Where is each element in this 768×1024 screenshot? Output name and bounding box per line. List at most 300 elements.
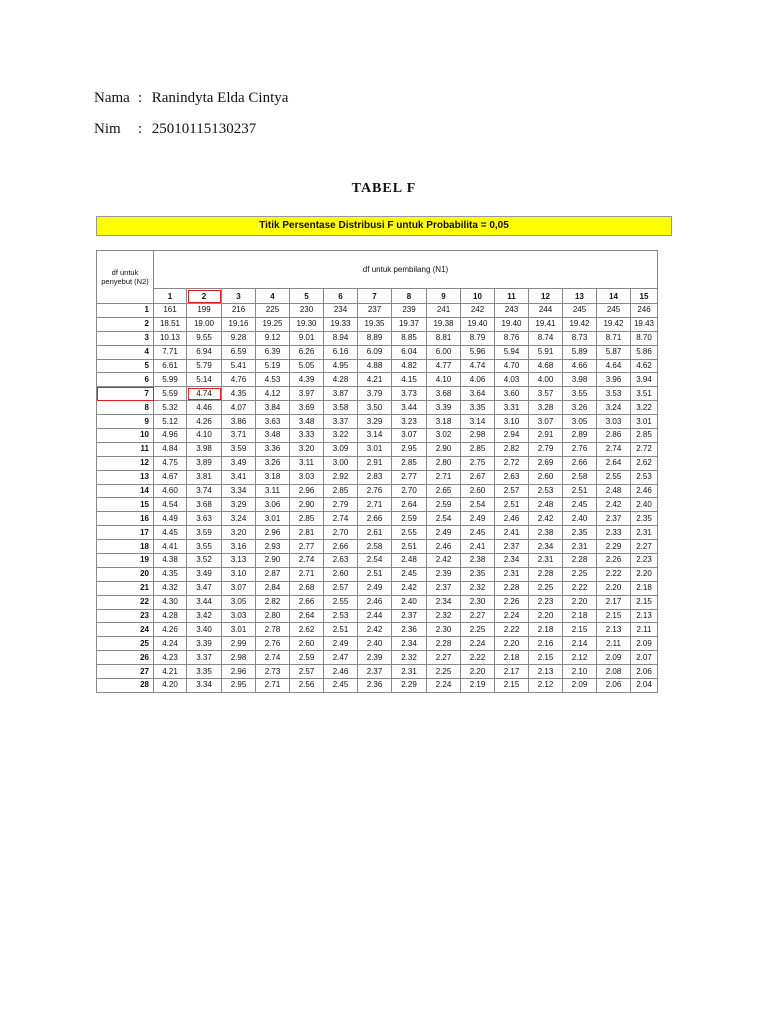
table-cell: 2.70 xyxy=(392,484,427,498)
table-cell: 2.76 xyxy=(358,484,392,498)
row-header-df: 25 xyxy=(97,637,154,651)
table-cell: 4.82 xyxy=(392,359,427,373)
table-cell: 3.97 xyxy=(290,387,324,401)
table-cell: 2.85 xyxy=(290,512,324,526)
table-cell: 2.63 xyxy=(324,554,358,568)
table-cell: 9.12 xyxy=(256,331,290,345)
nim-separator: : xyxy=(138,121,143,137)
table-cell: 2.12 xyxy=(563,651,597,665)
table-cell: 2.15 xyxy=(631,595,658,609)
table-cell: 8.81 xyxy=(427,331,461,345)
table-cell: 230 xyxy=(290,304,324,318)
table-cell: 2.32 xyxy=(392,651,427,665)
table-cell: 2.90 xyxy=(256,554,290,568)
table-cell: 2.96 xyxy=(222,665,256,679)
table-row xyxy=(97,484,658,498)
table-cell: 6.04 xyxy=(392,345,427,359)
column-header-row xyxy=(97,289,658,304)
table-cell: 2.28 xyxy=(529,567,563,581)
table-cell: 19.38 xyxy=(427,317,461,331)
table-cell: 2.28 xyxy=(427,637,461,651)
table-row xyxy=(97,554,658,568)
table-row xyxy=(97,401,658,415)
row-header-df: 13 xyxy=(97,470,154,484)
table-cell: 2.09 xyxy=(631,637,658,651)
table-cell: 4.24 xyxy=(154,637,187,651)
table-cell: 2.76 xyxy=(563,442,597,456)
table-cell: 2.35 xyxy=(563,526,597,540)
table-cell: 2.40 xyxy=(358,637,392,651)
table-cell: 3.11 xyxy=(256,484,290,498)
table-cell: 4.30 xyxy=(154,595,187,609)
table-cell: 3.01 xyxy=(222,623,256,637)
table-cell: 3.81 xyxy=(187,470,222,484)
table-cell: 3.23 xyxy=(392,415,427,429)
table-cell: 3.35 xyxy=(461,401,495,415)
table-cell: 4.26 xyxy=(154,623,187,637)
table-cell: 2.72 xyxy=(631,442,658,456)
table-cell: 6.94 xyxy=(187,345,222,359)
table-cell: 3.96 xyxy=(597,373,631,387)
table-cell: 3.41 xyxy=(222,470,256,484)
table-cell: 4.62 xyxy=(631,359,658,373)
table-cell: 2.71 xyxy=(427,470,461,484)
table-cell: 2.28 xyxy=(563,554,597,568)
table-cell: 2.31 xyxy=(392,665,427,679)
row-header-df: 3 xyxy=(97,331,154,345)
table-row xyxy=(97,345,658,359)
row-header-df: 28 xyxy=(97,679,154,693)
table-cell: 3.07 xyxy=(222,581,256,595)
table-cell: 9.01 xyxy=(290,331,324,345)
table-cell: 3.84 xyxy=(256,401,290,415)
table-cell: 2.81 xyxy=(290,526,324,540)
table-cell: 2.78 xyxy=(256,623,290,637)
table-cell: 2.98 xyxy=(222,651,256,665)
table-cell: 2.98 xyxy=(461,429,495,443)
table-cell: 4.21 xyxy=(154,665,187,679)
table-cell: 225 xyxy=(256,304,290,318)
table-cell: 2.22 xyxy=(495,623,529,637)
table-cell: 3.68 xyxy=(187,498,222,512)
table-cell: 3.51 xyxy=(631,387,658,401)
table-cell: 2.42 xyxy=(427,554,461,568)
table-cell: 6.09 xyxy=(358,345,392,359)
table-cell: 3.14 xyxy=(461,415,495,429)
row-header-df: 14 xyxy=(97,484,154,498)
table-cell: 4.12 xyxy=(256,387,290,401)
table-row xyxy=(97,317,658,331)
table-cell: 2.12 xyxy=(529,679,563,693)
table-cell: 2.18 xyxy=(529,623,563,637)
table-cell: 2.77 xyxy=(290,540,324,554)
table-cell: 2.15 xyxy=(495,679,529,693)
table-row xyxy=(97,512,658,526)
table-cell: 3.36 xyxy=(256,442,290,456)
table-cell: 242 xyxy=(461,304,495,318)
table-cell: 19.33 xyxy=(324,317,358,331)
table-cell: 3.37 xyxy=(324,415,358,429)
table-cell: 2.63 xyxy=(495,470,529,484)
table-cell: 245 xyxy=(597,304,631,318)
table-cell: 5.32 xyxy=(154,401,187,415)
table-cell: 3.20 xyxy=(222,526,256,540)
table-cell: 4.67 xyxy=(154,470,187,484)
table-cell: 2.36 xyxy=(358,679,392,693)
table-cell: 5.79 xyxy=(187,359,222,373)
table-cell: 3.34 xyxy=(222,484,256,498)
table-cell: 3.74 xyxy=(187,484,222,498)
table-cell: 161 xyxy=(154,304,187,318)
table-cell: 4.28 xyxy=(324,373,358,387)
table-cell: 3.59 xyxy=(187,526,222,540)
table-cell: 4.96 xyxy=(154,429,187,443)
table-cell: 2.30 xyxy=(461,595,495,609)
table-cell: 4.10 xyxy=(427,373,461,387)
table-cell: 8.74 xyxy=(529,331,563,345)
table-cell: 2.37 xyxy=(427,581,461,595)
name-value: Ranindyta Elda Cintya xyxy=(151,90,289,106)
table-cell: 2.36 xyxy=(392,623,427,637)
table-cell: 2.60 xyxy=(461,484,495,498)
table-cell: 3.11 xyxy=(290,456,324,470)
table-cell: 2.83 xyxy=(358,470,392,484)
table-cell: 4.60 xyxy=(154,484,187,498)
table-cell: 2.91 xyxy=(358,456,392,470)
table-row xyxy=(97,637,658,651)
table-cell: 3.42 xyxy=(187,609,222,623)
student-nim-line xyxy=(94,120,256,138)
column-header-6: 6 xyxy=(324,289,358,304)
table-cell: 2.41 xyxy=(495,526,529,540)
table-row xyxy=(97,470,658,484)
table-cell: 2.96 xyxy=(290,484,324,498)
row-header-df: 7 xyxy=(97,387,154,401)
table-cell: 2.96 xyxy=(256,526,290,540)
table-cell: 2.30 xyxy=(427,623,461,637)
table-cell: 3.98 xyxy=(563,373,597,387)
table-cell: 4.54 xyxy=(154,498,187,512)
table-row xyxy=(97,665,658,679)
table-cell: 4.28 xyxy=(154,609,187,623)
table-cell: 2.11 xyxy=(597,637,631,651)
table-cell: 2.07 xyxy=(631,651,658,665)
table-cell: 3.26 xyxy=(256,456,290,470)
row-header-df: 24 xyxy=(97,623,154,637)
table-cell: 2.15 xyxy=(563,623,597,637)
column-header-4: 4 xyxy=(256,289,290,304)
table-cell: 199 xyxy=(187,304,222,318)
table-cell: 2.66 xyxy=(290,595,324,609)
table-cell: 3.20 xyxy=(290,442,324,456)
table-cell: 19.40 xyxy=(461,317,495,331)
table-cell: 4.20 xyxy=(154,679,187,693)
table-row xyxy=(97,415,658,429)
table-cell: 2.08 xyxy=(597,665,631,679)
table-cell: 3.59 xyxy=(222,442,256,456)
table-cell: 5.87 xyxy=(597,345,631,359)
table-cell: 2.27 xyxy=(631,540,658,554)
table-cell: 8.89 xyxy=(358,331,392,345)
table-cell: 5.91 xyxy=(529,345,563,359)
table-row xyxy=(97,679,658,693)
table-cell: 6.16 xyxy=(324,345,358,359)
table-cell: 2.34 xyxy=(392,637,427,651)
table-cell: 4.75 xyxy=(154,456,187,470)
table-cell: 4.68 xyxy=(529,359,563,373)
table-cell: 2.79 xyxy=(324,498,358,512)
table-cell: 2.77 xyxy=(392,470,427,484)
table-cell: 3.05 xyxy=(563,415,597,429)
row-header-df: 12 xyxy=(97,456,154,470)
table-cell: 4.74 xyxy=(187,387,222,401)
table-cell: 3.14 xyxy=(358,429,392,443)
table-cell: 2.74 xyxy=(324,512,358,526)
table-cell: 19.00 xyxy=(187,317,222,331)
table-cell: 19.43 xyxy=(631,317,658,331)
table-row xyxy=(97,581,658,595)
table-cell: 3.44 xyxy=(392,401,427,415)
table-row xyxy=(97,526,658,540)
table-cell: 3.64 xyxy=(461,387,495,401)
table-cell: 2.13 xyxy=(597,623,631,637)
table-cell: 2.47 xyxy=(324,651,358,665)
table-cell: 2.27 xyxy=(427,651,461,665)
table-cell: 2.48 xyxy=(392,554,427,568)
table-cell: 4.06 xyxy=(461,373,495,387)
table-cell: 2.58 xyxy=(358,540,392,554)
table-cell: 2.56 xyxy=(290,679,324,693)
table-cell: 2.04 xyxy=(631,679,658,693)
row-header-df: 18 xyxy=(97,540,154,554)
table-cell: 3.69 xyxy=(290,401,324,415)
name-separator: : xyxy=(138,90,143,106)
table-cell: 3.55 xyxy=(563,387,597,401)
table-cell: 3.89 xyxy=(187,456,222,470)
table-cell: 3.09 xyxy=(324,442,358,456)
row-header-df: 5 xyxy=(97,359,154,373)
row-header-df: 10 xyxy=(97,429,154,443)
table-cell: 3.49 xyxy=(222,456,256,470)
table-cell: 3.07 xyxy=(392,429,427,443)
column-header-15: 15 xyxy=(631,289,658,304)
table-cell: 2.14 xyxy=(563,637,597,651)
table-cell: 5.99 xyxy=(154,373,187,387)
table-cell: 2.51 xyxy=(392,540,427,554)
table-cell: 3.50 xyxy=(358,401,392,415)
table-cell: 2.59 xyxy=(427,498,461,512)
table-cell: 2.51 xyxy=(324,623,358,637)
table-cell: 3.10 xyxy=(495,415,529,429)
table-cell: 2.37 xyxy=(495,540,529,554)
row-header-df: 22 xyxy=(97,595,154,609)
table-cell: 2.10 xyxy=(563,665,597,679)
table-cell: 2.53 xyxy=(631,470,658,484)
table-cell: 10.13 xyxy=(154,331,187,345)
table-cell: 2.53 xyxy=(324,609,358,623)
table-banner: Titik Persentase Distribusi F untuk Probabilita = 0,05 xyxy=(96,216,672,236)
table-cell: 5.59 xyxy=(154,387,187,401)
table-cell: 2.45 xyxy=(392,567,427,581)
table-row xyxy=(97,609,658,623)
table-cell: 239 xyxy=(392,304,427,318)
table-cell: 2.87 xyxy=(256,567,290,581)
table-cell: 6.00 xyxy=(427,345,461,359)
table-cell: 3.22 xyxy=(631,401,658,415)
table-cell: 4.15 xyxy=(392,373,427,387)
table-cell: 2.80 xyxy=(256,609,290,623)
table-cell: 2.13 xyxy=(631,609,658,623)
table-cell: 5.14 xyxy=(187,373,222,387)
row-header-df: 6 xyxy=(97,373,154,387)
table-cell: 2.33 xyxy=(597,526,631,540)
table-cell: 2.34 xyxy=(529,540,563,554)
table-cell: 2.28 xyxy=(495,581,529,595)
table-cell: 3.01 xyxy=(358,442,392,456)
table-cell: 2.64 xyxy=(597,456,631,470)
table-cell: 3.00 xyxy=(324,456,358,470)
table-cell: 2.85 xyxy=(392,456,427,470)
numerator-header: df untuk pembilang (N1) xyxy=(154,251,658,289)
table-cell: 4.23 xyxy=(154,651,187,665)
table-cell: 5.19 xyxy=(256,359,290,373)
table-cell: 2.32 xyxy=(427,609,461,623)
table-cell: 3.37 xyxy=(187,651,222,665)
table-cell: 19.42 xyxy=(597,317,631,331)
table-cell: 2.90 xyxy=(290,498,324,512)
table-cell: 5.89 xyxy=(563,345,597,359)
table-cell: 19.37 xyxy=(392,317,427,331)
table-cell: 8.70 xyxy=(631,331,658,345)
table-cell: 3.68 xyxy=(427,387,461,401)
row-header-df: 1 xyxy=(97,304,154,318)
column-header-2: 2 xyxy=(187,289,222,304)
table-cell: 2.22 xyxy=(563,581,597,595)
row-header-df: 16 xyxy=(97,512,154,526)
table-cell: 2.06 xyxy=(597,679,631,693)
table-cell: 5.86 xyxy=(631,345,658,359)
table-cell: 3.34 xyxy=(187,679,222,693)
table-cell: 2.49 xyxy=(427,526,461,540)
row-header-df: 9 xyxy=(97,415,154,429)
table-cell: 3.03 xyxy=(290,470,324,484)
column-header-9: 9 xyxy=(427,289,461,304)
table-cell: 2.20 xyxy=(597,581,631,595)
table-cell: 3.94 xyxy=(631,373,658,387)
table-cell: 2.13 xyxy=(529,665,563,679)
table-cell: 245 xyxy=(563,304,597,318)
table-cell: 2.31 xyxy=(529,554,563,568)
table-cell: 2.45 xyxy=(563,498,597,512)
table-cell: 2.93 xyxy=(256,540,290,554)
row-header-df: 20 xyxy=(97,567,154,581)
table-cell: 246 xyxy=(631,304,658,318)
row-header-df: 21 xyxy=(97,581,154,595)
table-cell: 18.51 xyxy=(154,317,187,331)
table-cell: 3.18 xyxy=(256,470,290,484)
table-cell: 4.39 xyxy=(290,373,324,387)
table-cell: 3.06 xyxy=(256,498,290,512)
table-cell: 2.20 xyxy=(631,567,658,581)
table-cell: 2.40 xyxy=(631,498,658,512)
table-cell: 2.53 xyxy=(529,484,563,498)
table-cell: 216 xyxy=(222,304,256,318)
column-header-5: 5 xyxy=(290,289,324,304)
table-cell: 2.49 xyxy=(461,512,495,526)
table-cell: 19.25 xyxy=(256,317,290,331)
name-label: Nama xyxy=(94,90,130,106)
table-body xyxy=(97,304,658,693)
table-cell: 2.68 xyxy=(290,581,324,595)
column-header-10: 10 xyxy=(461,289,495,304)
table-cell: 2.54 xyxy=(461,498,495,512)
table-cell: 2.09 xyxy=(597,651,631,665)
table-cell: 2.95 xyxy=(222,679,256,693)
table-row xyxy=(97,498,658,512)
table-cell: 6.61 xyxy=(154,359,187,373)
table-cell: 2.34 xyxy=(495,554,529,568)
table-cell: 2.57 xyxy=(495,484,529,498)
table-row xyxy=(97,387,658,401)
table-cell: 2.45 xyxy=(324,679,358,693)
table-cell: 3.58 xyxy=(324,401,358,415)
table-cell: 2.31 xyxy=(495,567,529,581)
table-cell: 2.37 xyxy=(597,512,631,526)
table-cell: 2.51 xyxy=(563,484,597,498)
table-cell: 3.48 xyxy=(256,429,290,443)
table-cell: 3.73 xyxy=(392,387,427,401)
table-cell: 5.96 xyxy=(461,345,495,359)
table-cell: 4.10 xyxy=(187,429,222,443)
table-row xyxy=(97,442,658,456)
table-cell: 3.49 xyxy=(187,567,222,581)
table-cell: 2.18 xyxy=(631,581,658,595)
table-cell: 2.82 xyxy=(495,442,529,456)
table-cell: 5.12 xyxy=(154,415,187,429)
table-cell: 3.79 xyxy=(358,387,392,401)
table-cell: 3.35 xyxy=(187,665,222,679)
table-cell: 4.35 xyxy=(154,567,187,581)
table-row xyxy=(97,373,658,387)
table-cell: 2.17 xyxy=(597,595,631,609)
table-cell: 2.45 xyxy=(461,526,495,540)
table-cell: 2.67 xyxy=(461,470,495,484)
table-row xyxy=(97,456,658,470)
column-header-1: 1 xyxy=(154,289,187,304)
table-row xyxy=(97,623,658,637)
table-cell: 3.28 xyxy=(529,401,563,415)
table-cell: 2.74 xyxy=(256,651,290,665)
table-cell: 244 xyxy=(529,304,563,318)
page-title: TABEL F xyxy=(351,181,417,196)
row-header-df: 4 xyxy=(97,345,154,359)
column-header-11: 11 xyxy=(495,289,529,304)
table-cell: 3.57 xyxy=(529,387,563,401)
table-cell: 2.99 xyxy=(222,637,256,651)
table-cell: 2.26 xyxy=(597,554,631,568)
table-cell: 2.55 xyxy=(392,526,427,540)
table-cell: 2.11 xyxy=(631,623,658,637)
table-cell: 3.29 xyxy=(222,498,256,512)
row-header-df: 11 xyxy=(97,442,154,456)
table-cell: 2.37 xyxy=(358,665,392,679)
table-row xyxy=(97,331,658,345)
table-cell: 2.51 xyxy=(358,567,392,581)
table-cell: 4.00 xyxy=(529,373,563,387)
table-cell: 3.60 xyxy=(495,387,529,401)
table-cell: 8.76 xyxy=(495,331,529,345)
table-cell: 2.91 xyxy=(529,429,563,443)
